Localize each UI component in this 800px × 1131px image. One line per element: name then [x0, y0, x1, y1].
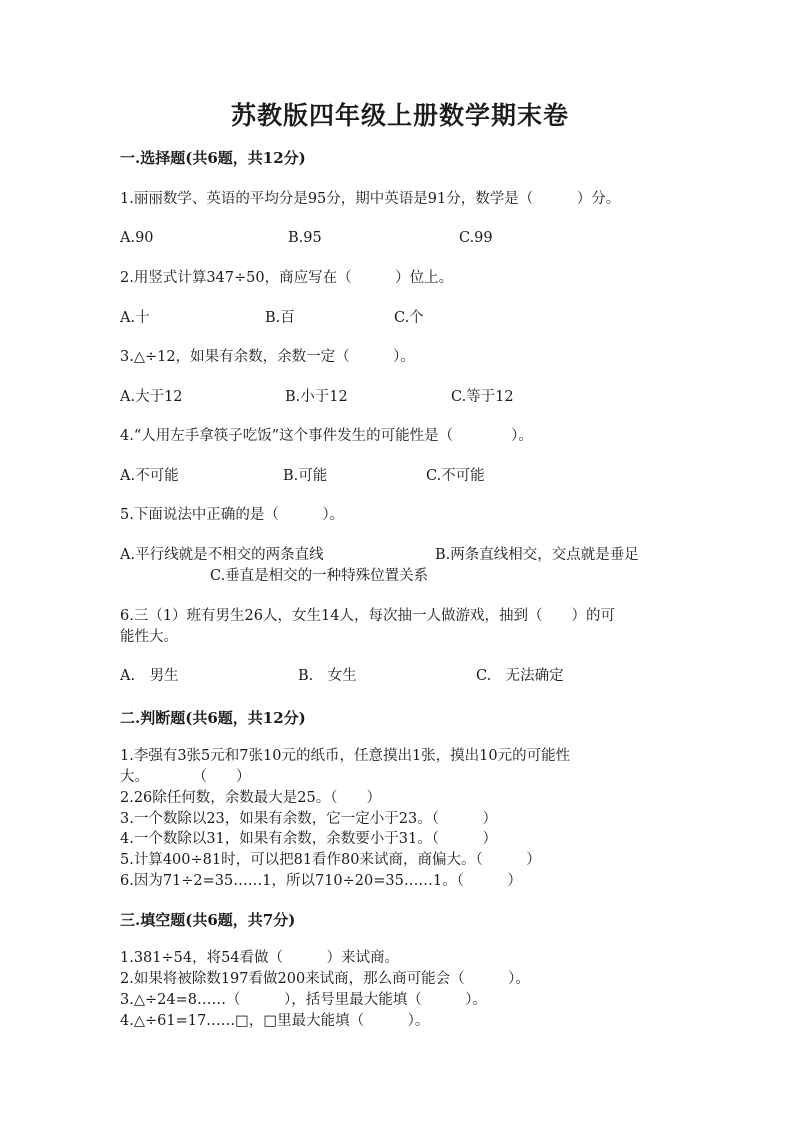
judgement-line: 4.一个数除以31，如果有余数，余数要小于31。（ ）	[120, 831, 497, 847]
judgement-line: 3.一个数除以23，如果有余数，它一定小于23。（ ）	[120, 811, 497, 827]
q3-option-a: A.大于12	[120, 389, 183, 405]
q4-option-a: A.不可能	[120, 468, 179, 484]
q2-option-c: C.个	[394, 310, 424, 326]
question-4-text: 4.“人用左手拿筷子吃饭”这个事件发生的可能性是（ ）。	[120, 428, 533, 444]
q4-option-c: C.不可能	[426, 468, 485, 484]
section-heading-choice: 一.选择题(共6题，共12分)	[120, 149, 306, 167]
fill-in-line: 1.381÷54，将54看做（ ）来试商。	[120, 950, 400, 966]
fill-in-line: 3.△÷24=8……（ ），括号里最大能填（ ）。	[120, 992, 487, 1008]
judgement-line: 5.计算400÷81时，可以把81看作80来试商，商偏大。（ ）	[120, 852, 541, 868]
q3-option-b: B.小于12	[285, 389, 348, 405]
question-1-text: 1.丽丽数学、英语的平均分是95分，期中英语是91分，数学是（ ）分。	[120, 191, 621, 207]
q1-option-c: C.99	[459, 230, 493, 246]
fill-in-line: 2.如果将被除数197看做200来试商，那么商可能会（ ）。	[120, 971, 530, 987]
question-6-text-line2: 能性大。	[120, 629, 178, 645]
question-5-text: 5.下面说法中正确的是（ ）。	[120, 507, 345, 523]
judgement-line: 1.李强有3张5元和7张10元的纸币，任意摸出1张，摸出10元的可能性	[120, 748, 571, 764]
question-3-text: 3.△÷12，如果有余数，余数一定（ ）。	[120, 349, 415, 365]
page-title: 苏教版四年级上册数学期末卷	[230, 101, 569, 130]
fill-in-line: 4.△÷61=17……□，□里最大能填（ ）。	[120, 1013, 430, 1029]
q2-option-a: A.十	[120, 310, 150, 326]
q1-option-b: B.95	[288, 230, 322, 246]
q5-option-b: B.两条直线相交，交点就是垂足	[435, 547, 639, 563]
q5-option-a: A.平行线就是不相交的两条直线	[120, 547, 324, 563]
q3-option-c: C.等于12	[451, 389, 514, 405]
q6-option-b: B. 女生	[298, 668, 357, 684]
judgement-line: 6.因为71÷2=35……1，所以710÷20=35……1。（ ）	[120, 873, 522, 889]
section-heading-judgement: 二.判断题(共6题，共12分)	[120, 709, 306, 727]
q1-option-a: A.90	[120, 230, 154, 246]
q2-option-b: B.百	[265, 310, 295, 326]
q6-option-c: C. 无法确定	[476, 668, 564, 684]
q5-option-c: C.垂直是相交的一种特殊位置关系	[210, 568, 429, 584]
question-6-text-line1: 6.三（1）班有男生26人，女生14人，每次抽一人做游戏，抽到（ ）的可	[120, 608, 615, 624]
judgement-line: 大。 （ ）	[120, 769, 251, 785]
q4-option-b: B.可能	[283, 468, 328, 484]
judgement-line: 2.26除任何数，余数最大是25。（ ）	[120, 790, 381, 806]
q6-option-a: A. 男生	[120, 668, 179, 684]
question-2-text: 2.用竖式计算347÷50，商应写在（ ）位上。	[120, 270, 454, 286]
section-heading-fill-in: 三.填空题(共6题，共7分)	[120, 911, 296, 929]
